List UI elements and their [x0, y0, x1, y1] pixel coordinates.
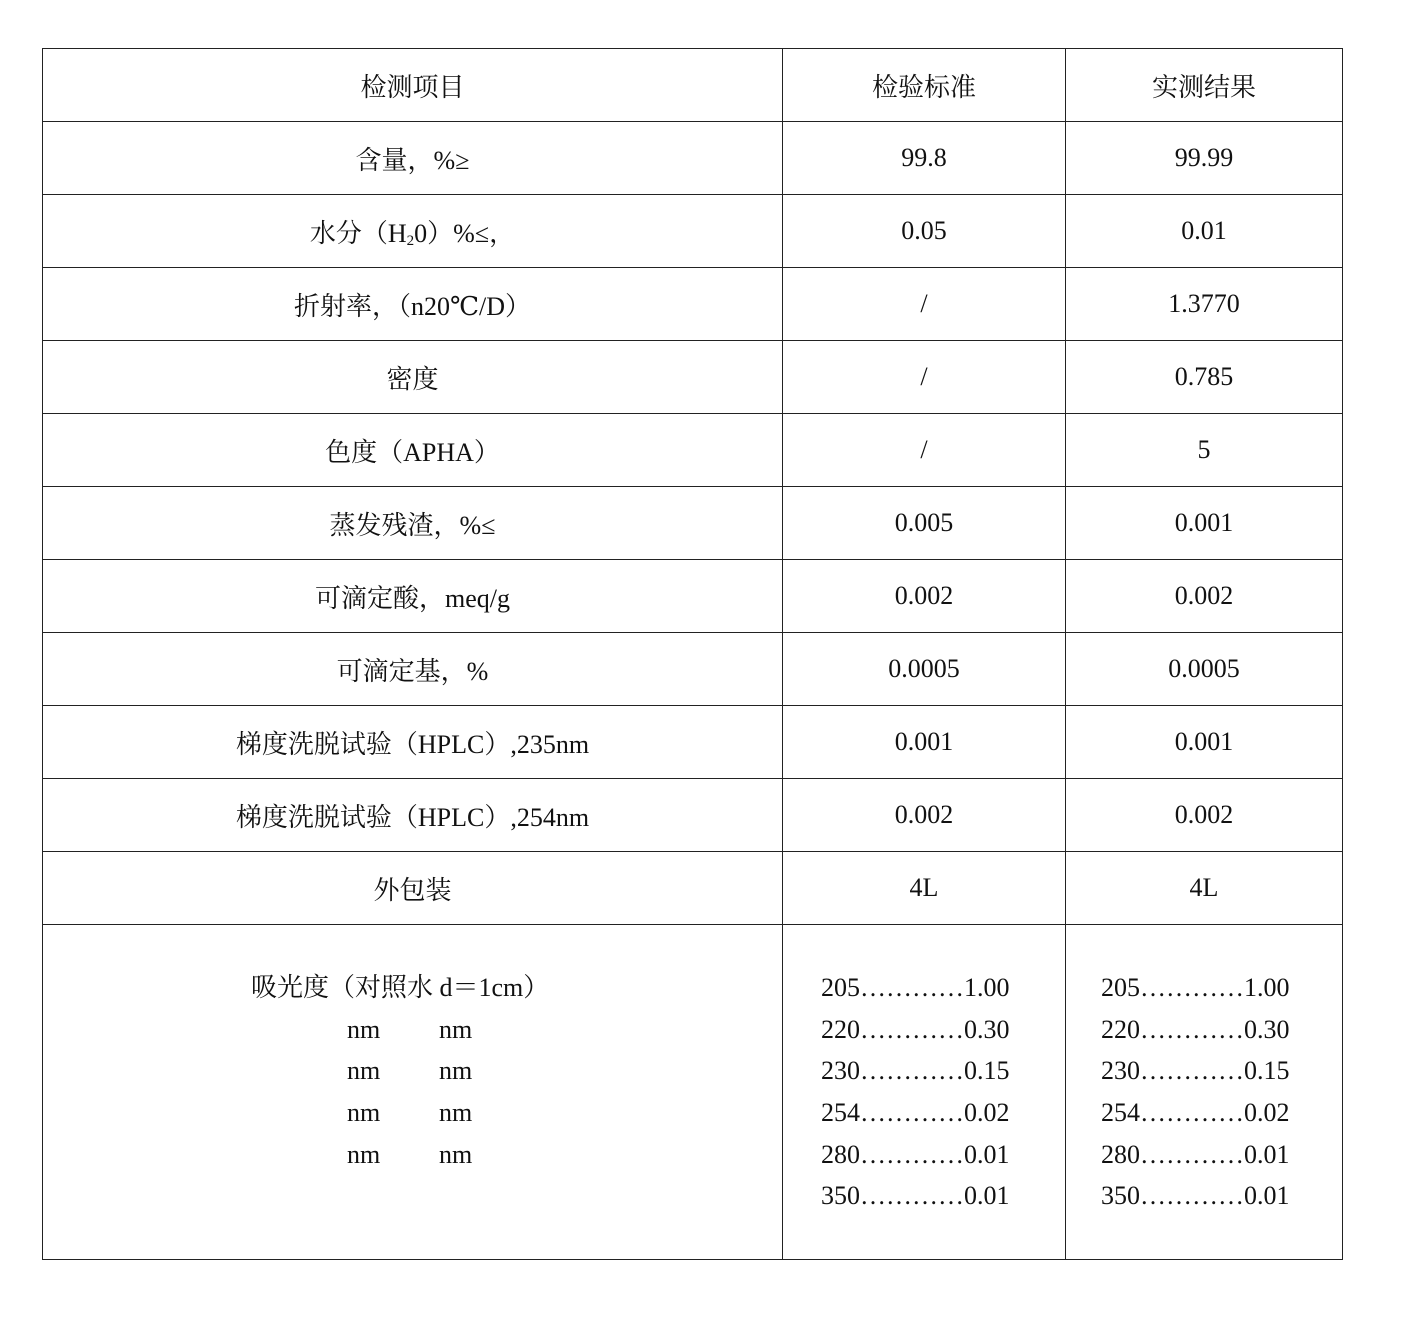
absorbance-standard-cell — [783, 925, 1066, 1260]
header-row — [43, 49, 1343, 122]
nm-label: nm — [439, 1056, 473, 1086]
result-cell: 1.3770 — [1066, 268, 1343, 341]
table-row — [43, 487, 1343, 560]
nm-row — [251, 1134, 782, 1176]
result-cell: 0.0005 — [1066, 633, 1343, 706]
nm-row — [251, 1050, 782, 1092]
header-item: 检测项目 — [43, 49, 783, 122]
standard-cell: / — [783, 341, 1066, 414]
absorbance-standard-line: 220…………0.30 — [821, 1014, 1010, 1044]
result-cell: 0.002 — [1066, 560, 1343, 633]
result-cell: 5 — [1066, 414, 1343, 487]
result-cell: 4L — [1066, 852, 1343, 925]
standard-cell: 0.005 — [783, 487, 1066, 560]
table-row — [43, 706, 1343, 779]
absorbance-standard-line: 230…………0.15 — [821, 1056, 1010, 1086]
item-cell: 蒸发残渣，%≤ — [43, 487, 783, 560]
standard-cell: / — [783, 414, 1066, 487]
item-cell: 含量，%≥ — [43, 122, 783, 195]
absorbance-standard-line: 280…………0.01 — [821, 1139, 1010, 1169]
table-row — [43, 414, 1343, 487]
item-cell: 可滴定基，% — [43, 633, 783, 706]
table-row — [43, 633, 1343, 706]
absorbance-standard-line: 254…………0.02 — [821, 1098, 1010, 1127]
absorbance-result-line: 280…………0.01 — [1101, 1139, 1290, 1169]
table-row — [43, 268, 1343, 341]
absorbance-result-line: 205…………1.00 — [1101, 973, 1290, 1003]
standard-cell: 99.8 — [783, 122, 1066, 195]
item-text-post: 0）%≤， — [414, 218, 516, 248]
absorbance-item-cell — [43, 925, 783, 1260]
item-cell: 色度（APHA） — [43, 414, 783, 487]
table-row — [43, 560, 1343, 633]
result-cell: 0.001 — [1066, 487, 1343, 560]
absorbance-result-line: 230…………0.15 — [1101, 1056, 1290, 1086]
nm-label: nm — [439, 1014, 473, 1044]
item-text-pre: 水分（H — [309, 218, 407, 248]
absorbance-standard-line: 350…………0.01 — [821, 1181, 1010, 1211]
result-cell: 99.99 — [1066, 122, 1343, 195]
standard-cell: / — [783, 268, 1066, 341]
result-cell: 0.01 — [1066, 195, 1343, 268]
absorbance-result-line: 254…………0.02 — [1101, 1098, 1290, 1127]
nm-row — [251, 1092, 782, 1134]
table-row — [43, 341, 1343, 414]
absorbance-result-line: 350…………0.01 — [1101, 1181, 1290, 1211]
item-cell: 可滴定酸，meq/g — [43, 560, 783, 633]
item-cell: 密度 — [43, 341, 783, 414]
header-standard: 检验标准 — [783, 49, 1066, 122]
result-cell: 0.002 — [1066, 779, 1343, 852]
item-subscript: 2 — [406, 232, 415, 249]
item-cell: 折射率，（n20℃/D） — [43, 268, 783, 341]
absorbance-result-line: 220…………0.30 — [1101, 1014, 1290, 1044]
item-cell — [43, 195, 783, 268]
nm-label: nm — [439, 1139, 473, 1169]
item-cell: 外包装 — [43, 852, 783, 925]
absorbance-title: 吸光度（对照水 d＝1cm） — [251, 973, 550, 1003]
item-cell: 梯度洗脱试验（HPLC）,235nm — [43, 706, 783, 779]
nm-label: nm — [347, 1014, 381, 1044]
absorbance-standard-line: 205…………1.00 — [821, 973, 1010, 1003]
table-row — [43, 779, 1343, 852]
absorbance-result-cell — [1066, 925, 1343, 1260]
standard-cell: 4L — [783, 852, 1066, 925]
spec-table — [42, 48, 1343, 1260]
result-cell: 0.785 — [1066, 341, 1343, 414]
item-cell: 梯度洗脱试验（HPLC）,254nm — [43, 779, 783, 852]
nm-label: nm — [347, 1098, 381, 1127]
nm-label: nm — [439, 1098, 473, 1127]
standard-cell: 0.001 — [783, 706, 1066, 779]
table-row — [43, 852, 1343, 925]
standard-cell: 0.002 — [783, 560, 1066, 633]
nm-row — [251, 1009, 782, 1051]
absorbance-row — [43, 925, 1343, 1260]
standard-cell: 0.05 — [783, 195, 1066, 268]
standard-cell: 0.0005 — [783, 633, 1066, 706]
table-row — [43, 122, 1343, 195]
nm-label: nm — [347, 1139, 381, 1169]
nm-label: nm — [347, 1056, 381, 1086]
table-row — [43, 195, 1343, 268]
standard-cell: 0.002 — [783, 779, 1066, 852]
result-cell: 0.001 — [1066, 706, 1343, 779]
header-result: 实测结果 — [1066, 49, 1343, 122]
